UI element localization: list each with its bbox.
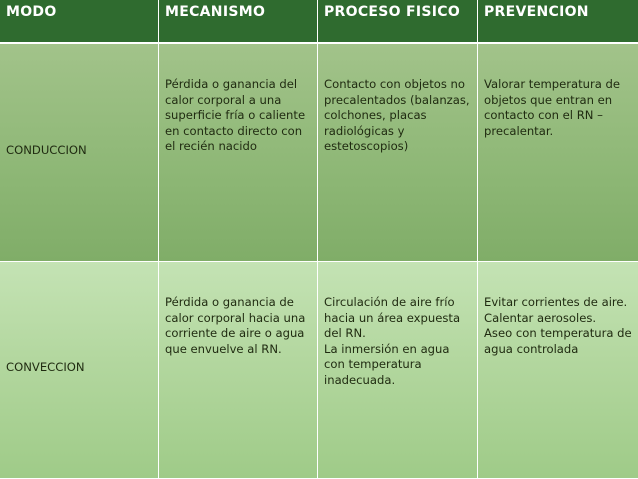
row-conduccion-prevencion: Valorar temperatura de objetos que entran en contacto con el RN – precalentar. xyxy=(478,44,638,262)
row-conduccion-mecanismo: Pérdida o ganancia del calor corporal a una superficie fría o caliente en contacto directo con el recién nacido xyxy=(159,44,318,262)
row-conduccion-modo xyxy=(0,44,159,262)
header-prevencion: PREVENCION xyxy=(478,0,638,44)
header-modo: MODO xyxy=(0,0,159,44)
row-conveccion-modo xyxy=(0,262,159,479)
modo-label: CONDUCCION xyxy=(6,142,87,157)
row-conveccion-mecanismo: Pérdida o ganancia de calor corporal hacia una corriente de aire o agua que envuelve al RN. xyxy=(159,262,318,479)
modo-label: CONVECCION xyxy=(6,360,85,375)
row-conveccion-prevencion: Evitar corrientes de aire. Calentar aerosoles. Aseo con temperatura de agua controlada xyxy=(478,262,638,479)
header-mecanismo: MECANISMO xyxy=(159,0,318,44)
header-proceso-fisico: PROCESO FISICO xyxy=(318,0,478,44)
row-conveccion-proceso: Circulación de aire frío hacia un área expuesta del RN. La inmersión en agua con temperatura inadecuada. xyxy=(318,262,478,479)
row-conduccion-proceso: Contacto con objetos no precalentados (balanzas, colchones, placas radiológicas y estetoscopios) xyxy=(318,44,478,262)
